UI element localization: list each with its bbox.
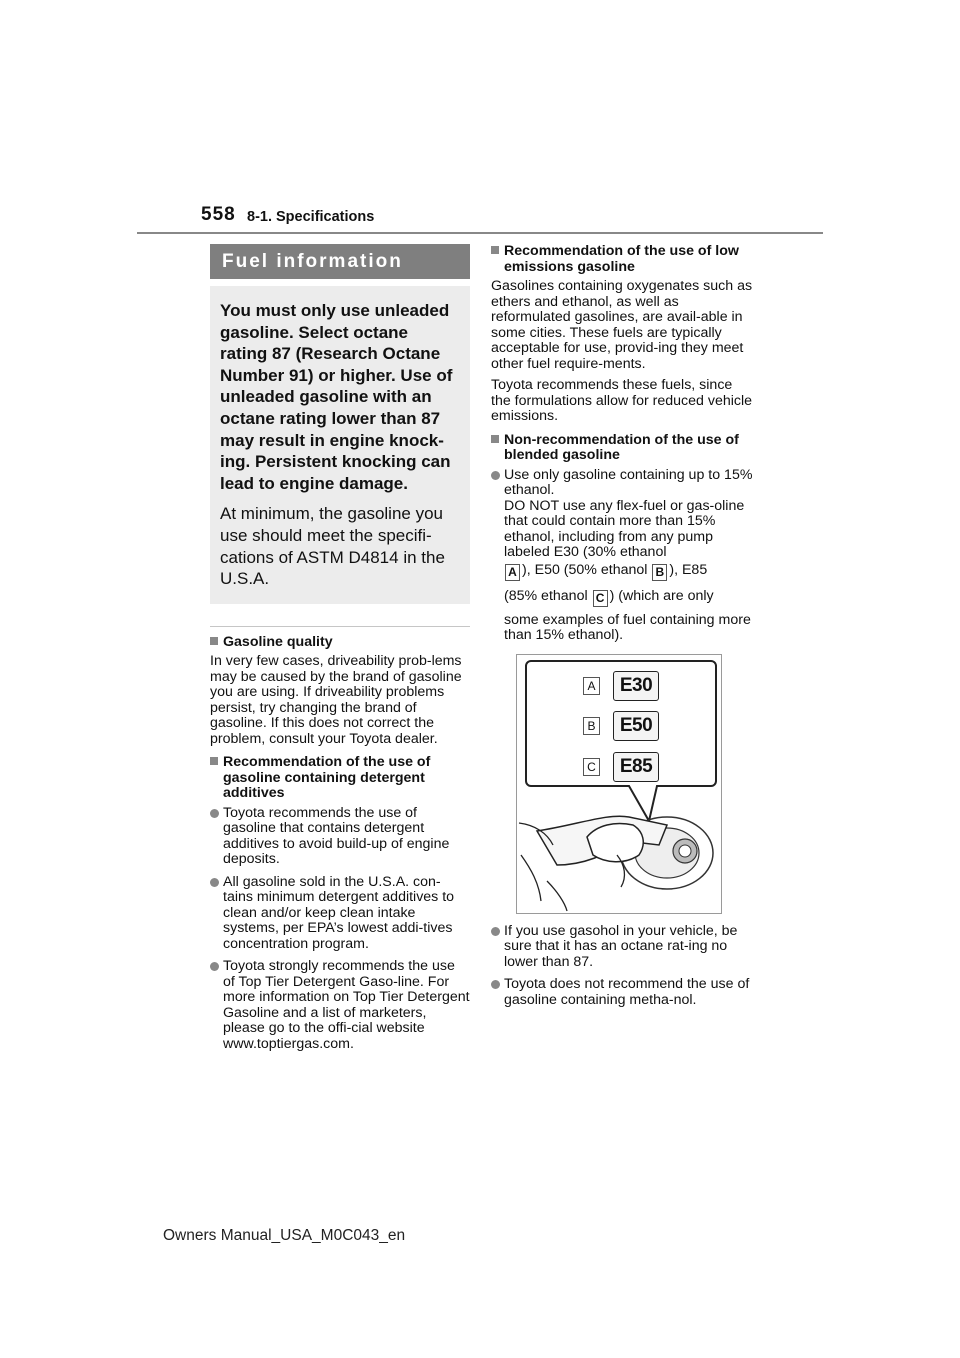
low-emissions-text: Gasolines containing oxygenates such as ethers and ethanol, as well as reformulated gasolines, are avail-able in some cities. These fuels are typically acceptable for use, provid-ing they meet other fuel require-ments. (491, 278, 753, 372)
gasoline-quality-text: In very few cases, driveability prob-lems may be caused by the brand of gasoline you are using. If driveability problems persist, try changing the brand of gasoline. If this does not correct the problem, consult your Toyota dealer. (210, 653, 462, 747)
page-number: 558 (201, 204, 236, 225)
marker-c: C (593, 590, 608, 607)
fuel-information-banner: Fuel information (210, 244, 470, 279)
left-column (210, 244, 470, 1059)
list-item-text: DO NOT use any flex-fuel or gas-oline that could contain more than 15% ethanol, including from any pump labeled E30 (30% ethanol (504, 497, 745, 560)
marker-text: ), E50 (50% ethanol (522, 561, 648, 578)
list-item (491, 468, 753, 644)
low-emissions-heading (491, 244, 753, 275)
list-item-text: Toyota strongly recommends the use of Top Tier Detergent Gaso-line. For more information on Top Tier Detergent Gasoline and a list of marketers, please go to the offi-cial website www.toptiergas.com. (223, 958, 470, 1052)
callout-bold-text: You must only use unleaded gasoline. Select octane rating 87 (Research Octane Number 91) or higher. Use of unleaded gasoline with an octane rating lower than 87 may result in engine knock-ing. Persistent knocking can lead to engine damage. (220, 301, 453, 493)
list-item-text: some examples of fuel containing more than 15% ethanol). (504, 611, 751, 643)
list-item (491, 977, 753, 1008)
page-footer: Owners Manual_USA_M0C043_en (163, 1227, 406, 1244)
fuel-requirement-callout (210, 286, 470, 604)
list-item-text: Toyota recommends the use of gasoline that contains detergent additives to avoid build-up of engine deposits. (223, 804, 450, 868)
marker-sentence (504, 587, 753, 607)
low-emissions-recommendation: Toyota recommends these fuels, since the formulations allow for reduced vehicle emissions. (491, 377, 753, 424)
section-title: 8-1. Specifications (247, 209, 375, 225)
heading-text: Gasoline quality (223, 633, 333, 650)
list-item (491, 924, 753, 971)
page-header (201, 204, 823, 236)
figure-marker-b: B (583, 717, 600, 735)
figure-marker-a: A (583, 677, 600, 695)
heading-text: Recommendation of the use of gasoline containing detergent additives (223, 754, 431, 802)
marker-text: ), E85 (669, 561, 708, 578)
round-bullet-icon (210, 878, 219, 887)
figure-marker-c: C (583, 758, 600, 776)
fuel-pump-illustration (516, 654, 722, 914)
gasoline-quality-heading (210, 635, 470, 651)
right-column (491, 244, 753, 1015)
e30-pump-label: E30 (613, 671, 659, 701)
marker-b: B (652, 564, 667, 581)
list-item-text: If you use gasohol in your vehicle, be sure that it has an octane rat-ing no lower than 87. (504, 922, 738, 970)
blended-gasoline-heading (491, 433, 753, 464)
list-item-text: Use only gasoline containing up to 15% ethanol. (504, 466, 753, 498)
list-item-text: Toyota does not recommend the use of gasoline containing metha-nol. (504, 976, 750, 1008)
marker-sentence (504, 561, 753, 581)
list-item (210, 806, 470, 868)
square-bullet-icon (491, 246, 499, 254)
detergent-heading (210, 755, 470, 802)
heading-text: Non-recommendation of the use of blended gasoline (504, 431, 739, 463)
marker-text: ) (which are only (609, 587, 714, 604)
round-bullet-icon (210, 809, 219, 818)
marker-a: A (505, 564, 520, 581)
round-bullet-icon (491, 980, 500, 989)
marker-text: (85% ethanol (504, 587, 588, 604)
square-bullet-icon (491, 435, 499, 443)
heading-text: Recommendation of the use of low emissions gasoline (504, 243, 739, 275)
list-item (210, 959, 470, 1052)
square-bullet-icon (210, 757, 218, 765)
callout-plain-text: At minimum, the gasoline you use should meet the specifi-cations of ASTM D4814 in the U.S.A. (220, 504, 445, 589)
e85-pump-label: E85 (613, 752, 659, 782)
list-item-text: All gasoline sold in the U.S.A. con-tains minimum detergent additives to clean and/or keep clean intake systems, per EPA’s lowest addi-tives concentration program. (223, 873, 455, 952)
round-bullet-icon (491, 471, 500, 480)
round-bullet-icon (491, 927, 500, 936)
section-divider (210, 626, 470, 627)
square-bullet-icon (210, 637, 218, 645)
header-divider (137, 232, 823, 234)
e50-pump-label: E50 (613, 711, 659, 741)
round-bullet-icon (210, 962, 219, 971)
list-item (210, 875, 470, 953)
